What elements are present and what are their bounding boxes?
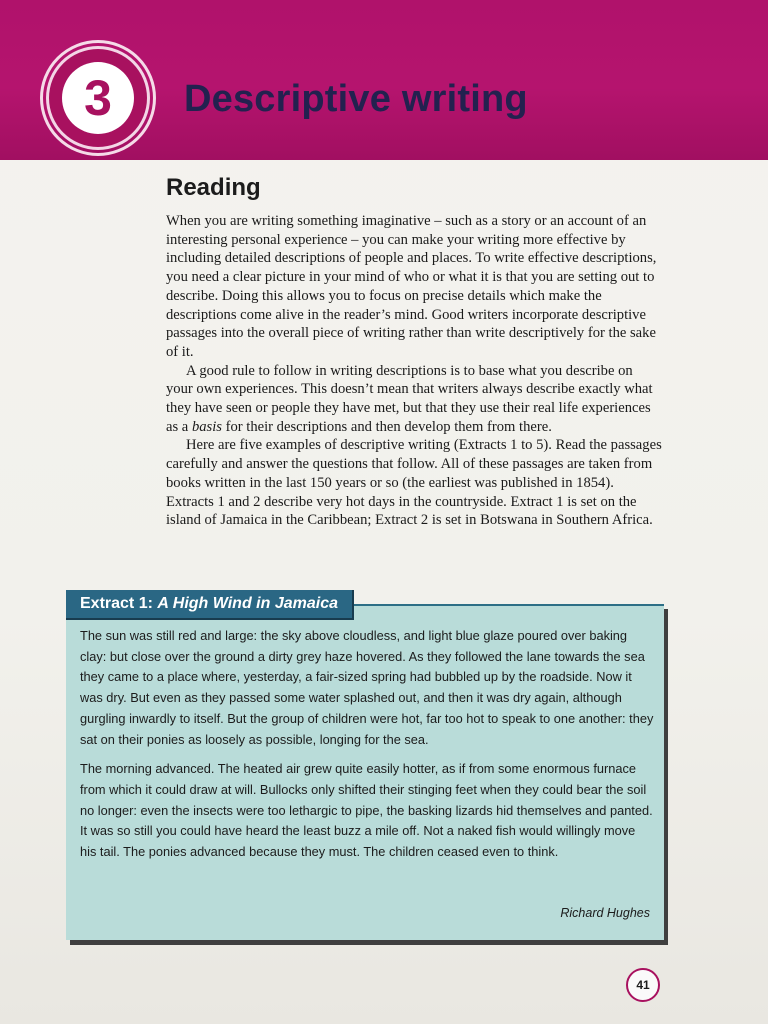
extract-number: Extract 1:: [80, 595, 153, 612]
chapter-title: Descriptive writing: [184, 78, 528, 120]
chapter-number: 3: [62, 62, 134, 134]
paragraph-rule-end: for their descriptions and then develop them from there.: [225, 418, 552, 435]
paragraph-examples: Here are five examples of descriptive writing (Extracts 1 to 5). Read the passages carefully and answer the questions that follow. All of these passages are taken from books written in the last 150 years or so (the earliest was published in 1854). Extracts 1 and 2 describe very hot days in the countryside. Extract 1 is set on the island of Jamaica in the Caribbean; Extract 2 is set in Botswana in Southern Africa.: [166, 437, 662, 529]
paragraph-rule: [166, 362, 662, 437]
extract-paragraph-2: The morning advanced. The heated air grew quite easily hotter, as if from some enormous furnace from which it could draw at will. Bullocks only shifted their stinging feet when they could bear the soil no longer: even the insects were too lethargic to pipe, the basking lizards hid themselves and panted. It was so still you could have heard the least buzz a mile off. Not a naked fish would willingly move his tail. The ponies advanced because they must. The children ceased even to think.: [80, 761, 653, 860]
page-number: 41: [626, 968, 660, 1002]
reading-body: [166, 212, 662, 530]
section-heading: Reading: [166, 174, 261, 201]
paragraph-intro: When you are writing something imaginative – such as a story or an account of an interesting personal experience – you can make your writing more effective by including detailed descriptions of people and places. To write effective descriptions, you need a clear picture in your mind of who or what it is that you are setting out to describe. Doing this allows you to focus on precise details which make the descriptions come alive in the reader’s mind. Good writers incorporate descriptive passages into the overall piece of writing rather than write descriptively for the sake of it.: [166, 213, 657, 360]
paragraph-rule-start: A good rule to follow in writing descriptions is to base what you describe on your own experiences. This doesn’t mean that writers always describe exactly what they have seen or people they have met, but that they use their real life experiences as a: [166, 362, 653, 435]
extract-author: Richard Hughes: [560, 906, 650, 920]
paragraph-rule-emphasis: basis: [191, 418, 222, 435]
extract-label: [66, 590, 354, 620]
extract-paragraph-1: The sun was still red and large: the sky above cloudless, and light blue glaze poured over baking clay: but close over the ground a dirty grey haze hovered. As they followed the lane towards the sea they came to a place where, yesterday, a fair-sized spring had bubbled up by the roadside. Now it was dry. But even as they passed some water splashed out, and then it was dry again, although gurgling inwardly to itself. But the group of children were hot, far too hot to speak to one another: they sat on their ponies as loosely as possible, longing for the sea.: [80, 628, 654, 747]
extract-text: [80, 626, 654, 872]
extract-title: A High Wind in Jamaica: [157, 595, 338, 612]
